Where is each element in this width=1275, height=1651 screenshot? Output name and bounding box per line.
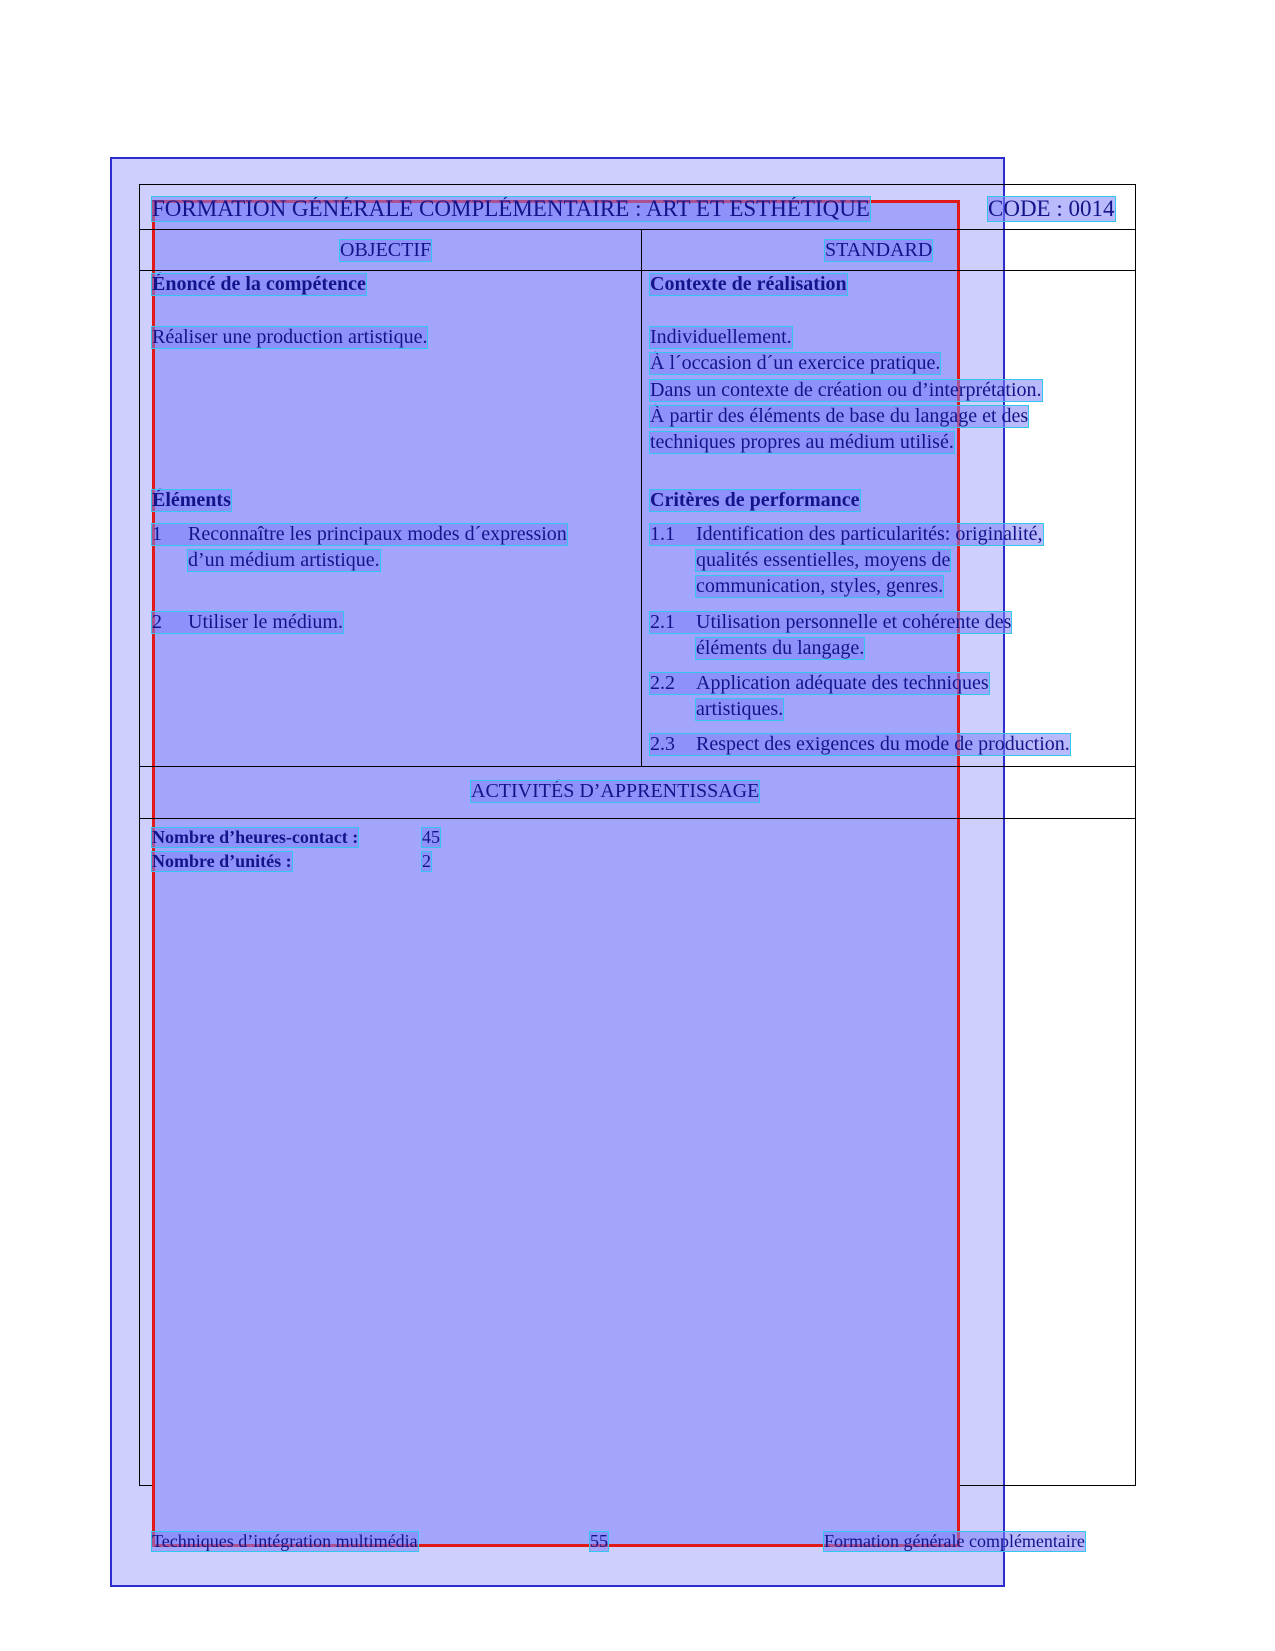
context-line: Dans un contexte de création ou d’interprétation. (650, 379, 1042, 401)
criteria-heading: Critères de performance (650, 489, 860, 511)
hours-label: Nombre d’heures-contact : (152, 827, 359, 847)
activities-heading: ACTIVITÉS D’APPRENTISSAGE (471, 780, 760, 802)
context-line: À l´occasion d´un exercice pratique. (650, 352, 941, 374)
units-label: Nombre d’unités : (152, 851, 292, 871)
element-item (152, 612, 343, 633)
column-divider (641, 229, 642, 766)
footer-right: Formation générale complémentaire (824, 1531, 1085, 1551)
element-item (152, 524, 567, 545)
hours-value: 45 (422, 827, 440, 847)
criterion-number: 1.1 (650, 523, 675, 545)
units-value: 2 (422, 851, 431, 871)
criterion-number: 2.1 (650, 611, 675, 633)
standard-heading: STANDARD (825, 239, 933, 261)
rule-header (139, 229, 1136, 230)
content-overlay (152, 200, 960, 1547)
criterion-text: Application adéquate des techniques (696, 672, 989, 694)
element-number: 1 (152, 523, 162, 545)
element-number: 2 (152, 611, 162, 633)
page-number: 55 (590, 1531, 608, 1551)
context-heading: Contexte de réalisation (650, 273, 847, 295)
criterion-item (650, 524, 1043, 545)
footer-left: Techniques d’intégration multimédia (152, 1531, 418, 1551)
rule-standard-end (139, 766, 1136, 767)
elements-heading: Éléments (152, 489, 231, 511)
objective-heading: OBJECTIF (340, 239, 432, 261)
document-title: FORMATION GÉNÉRALE COMPLÉMENTAIRE : ART ET ESTHÉTIQUE (152, 196, 870, 221)
criterion-text: artistiques. (696, 698, 784, 720)
element-text: Utiliser le médium. (188, 611, 343, 633)
context-line: techniques propres au médium utilisé. (650, 431, 954, 453)
criterion-item (650, 673, 989, 694)
criterion-text: Utilisation personnelle et cohérente des (696, 611, 1012, 633)
criterion-number: 2.2 (650, 672, 675, 694)
criterion-number: 2.3 (650, 733, 675, 755)
rule-activities (139, 818, 1136, 819)
element-text: Reconnaître les principaux modes d´expression (188, 523, 567, 545)
criterion-item (650, 734, 1070, 755)
element-text: d’un médium artistique. (188, 549, 380, 571)
criterion-item (650, 612, 1011, 633)
criterion-text: qualités essentielles, moyens de (696, 549, 951, 571)
criterion-text: Identification des particularités: originalité, (696, 523, 1043, 545)
criterion-text: communication, styles, genres. (696, 575, 944, 597)
context-line: Individuellement. (650, 326, 792, 348)
criterion-text: Respect des exigences du mode de production. (696, 733, 1070, 755)
course-code: CODE : 0014 (988, 196, 1115, 221)
competence-text: Réaliser une production artistique. (152, 326, 428, 348)
rule-columns (139, 270, 1136, 271)
competence-heading: Énoncé de la compétence (152, 273, 366, 295)
criterion-text: éléments du langage. (696, 637, 865, 659)
context-line: À partir des éléments de base du langage et des (650, 405, 1029, 427)
